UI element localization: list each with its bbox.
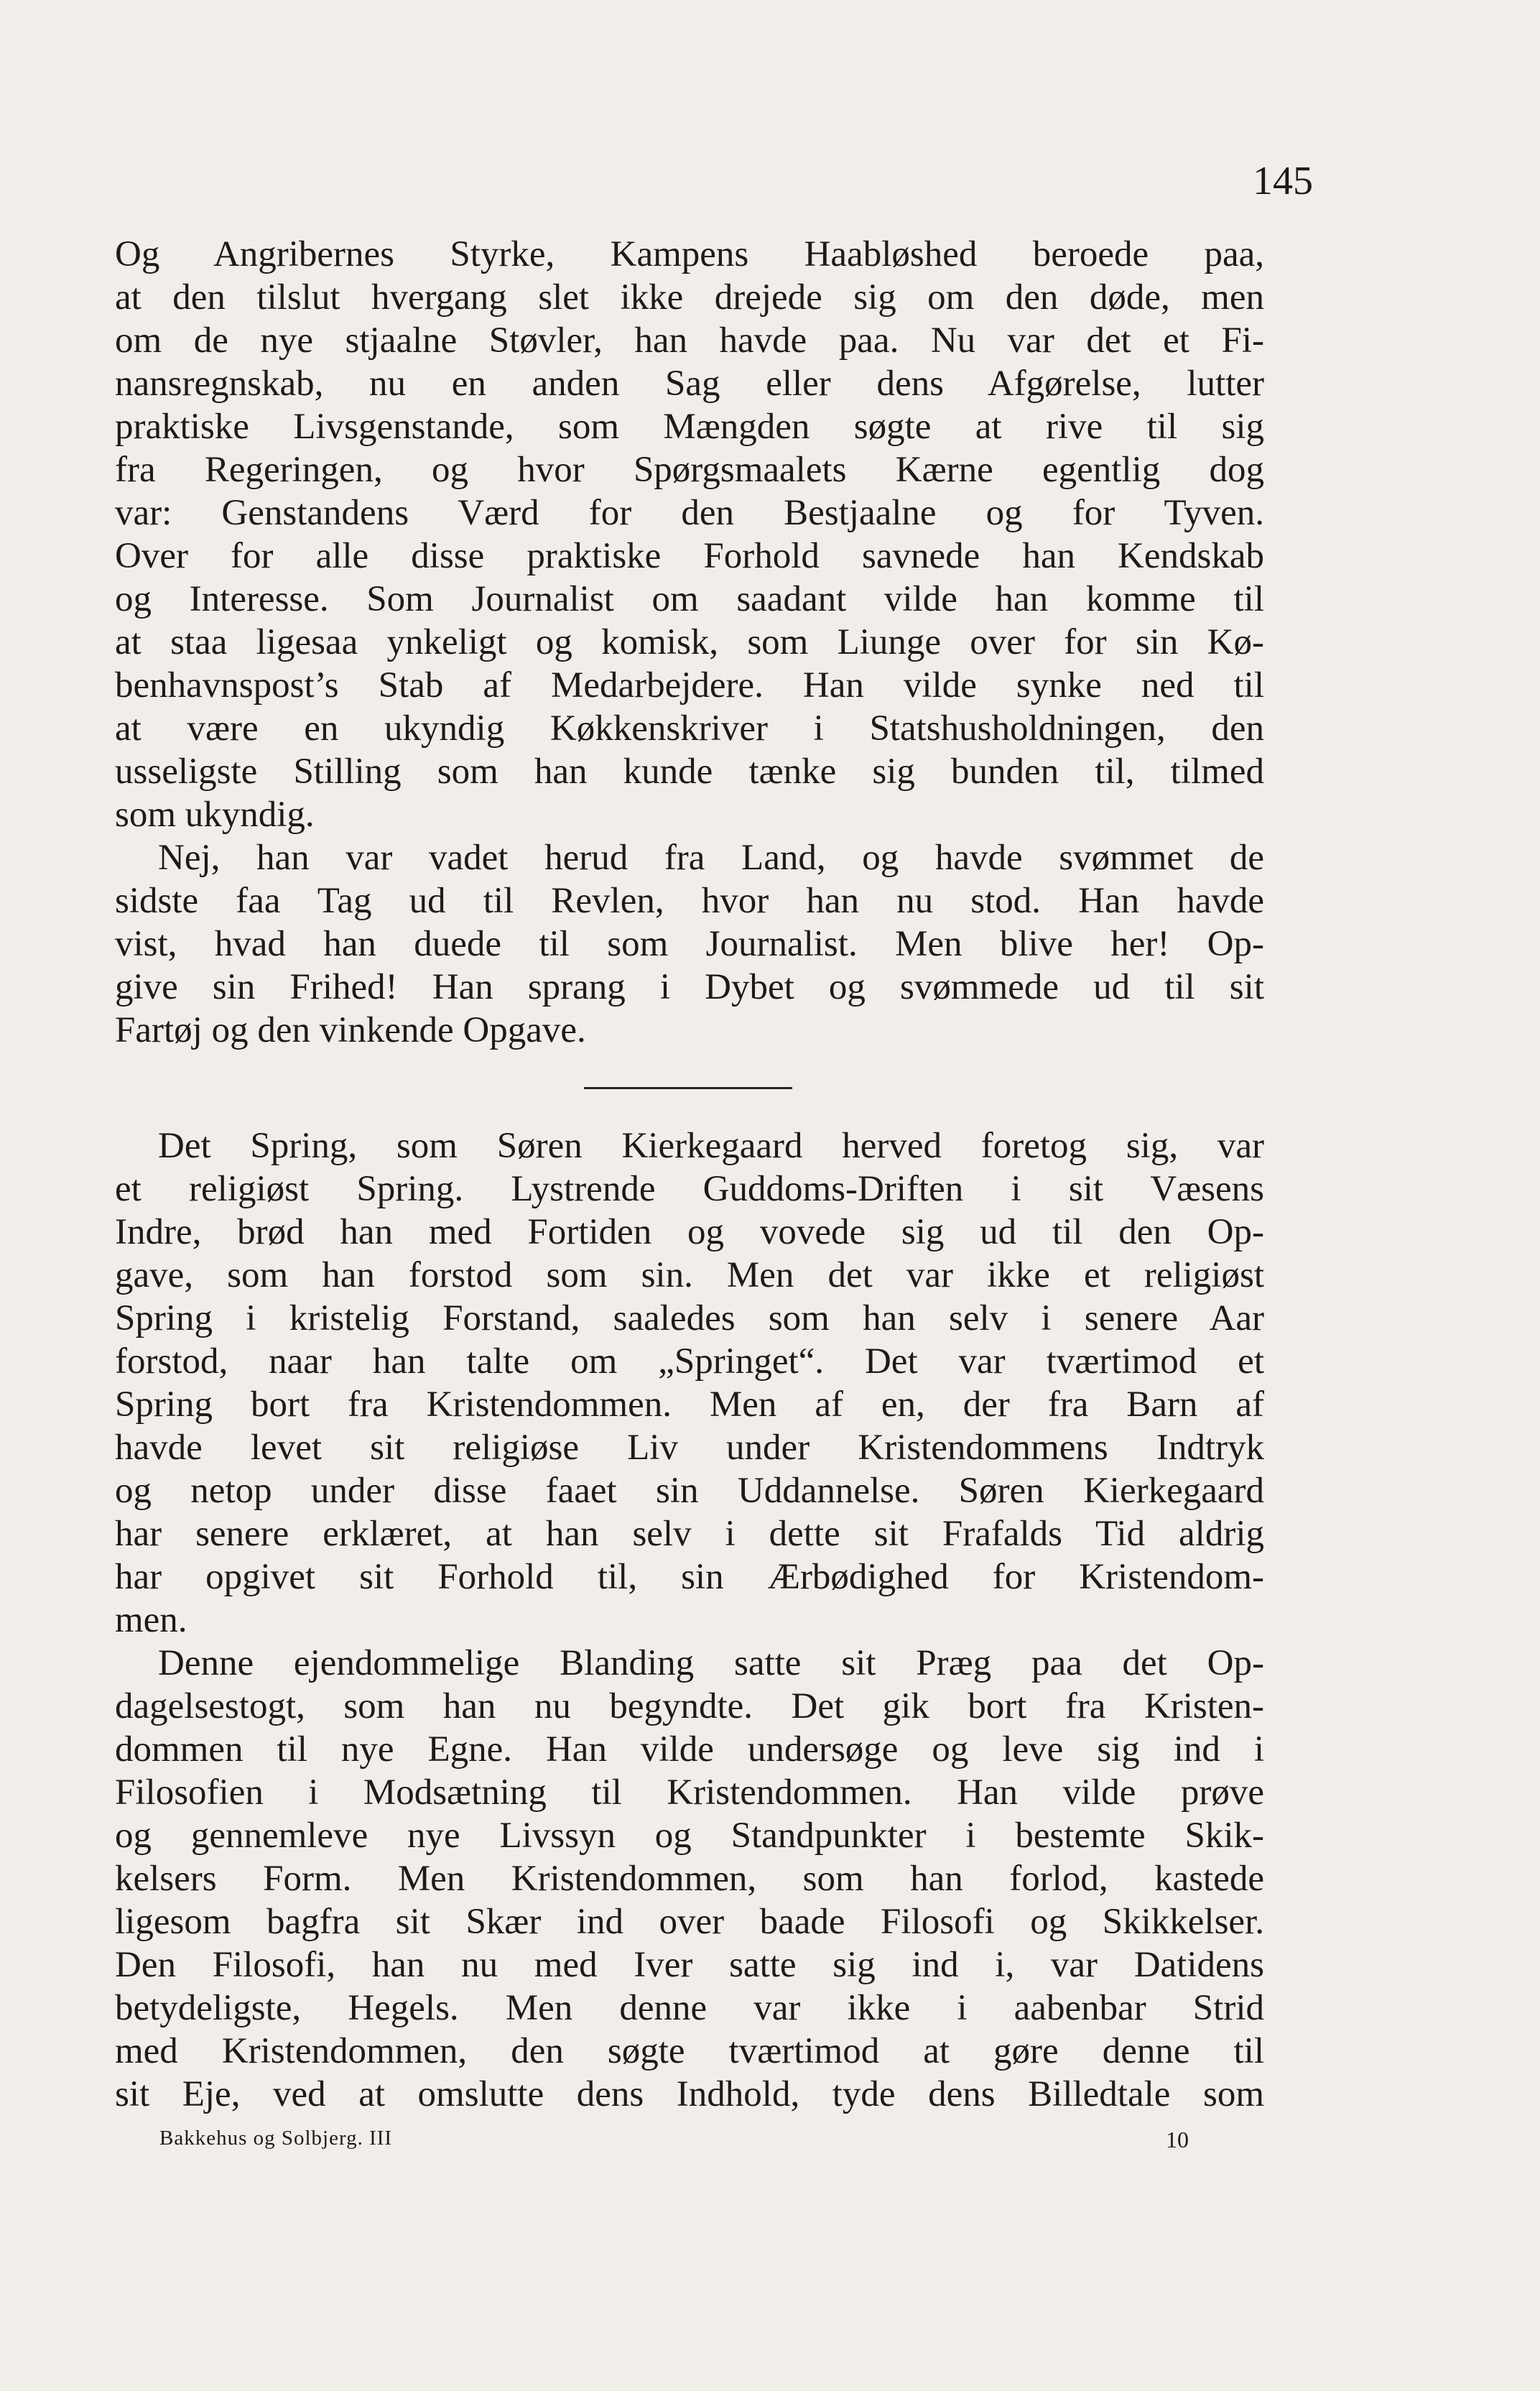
text-line: nansregnskab, nu en anden Sag eller dens Afgørelse, lutter [115, 364, 1264, 404]
text-line: Over for alle disse praktiske Forhold savnede han Kendskab [115, 536, 1264, 576]
section-divider [584, 1087, 792, 1089]
text-line: dagelsestogt, som han nu begyndte. Det gik bort fra Kristen- [115, 1686, 1264, 1726]
text-line: Spring i kristelig Forstand, saaledes som han selv i senere Aar [115, 1298, 1264, 1338]
text-line: usseligste Stilling som han kunde tænke sig bunden til, tilmed [115, 751, 1264, 792]
text-line: og netop under disse faaet sin Uddannelse. Søren Kierkegaard [115, 1471, 1264, 1511]
text-line: dommen til nye Egne. Han vilde undersøge og leve sig ind i [115, 1729, 1264, 1770]
sheet-number: 10 [1166, 2127, 1189, 2152]
text-line: og Interesse. Som Journalist om saadant vilde han komme til [115, 579, 1264, 619]
text-line: Fartøj og den vinkende Opgave. [115, 1010, 586, 1050]
text-line: kelsers Form. Men Kristendommen, som han forlod, kastede [115, 1859, 1264, 1899]
text-line: et religiøst Spring. Lystrende Guddoms-Driften i sit Væsens [115, 1169, 1264, 1209]
text-line: Denne ejendommelige Blanding satte sit Præg paa det Op- [158, 1643, 1264, 1683]
text-line: var: Genstandens Værd for den Bestjaalne og for Tyven. [115, 493, 1264, 533]
text-line: sit Eje, ved at omslutte dens Indhold, tyde dens Billedtale som [115, 2074, 1264, 2114]
text-line: sidste faa Tag ud til Revlen, hvor han nu stod. Han havde [115, 881, 1264, 921]
text-line: og gennemleve nye Livssyn og Standpunkter i bestemte Skik- [115, 1816, 1264, 1856]
signature-mark: Bakkehus og Solbjerg. III [159, 2127, 393, 2150]
text-line: om de nye stjaalne Støvler, han havde paa. Nu var det et Fi- [115, 320, 1264, 361]
text-line: praktiske Livsgenstande, som Mængden søgte at rive til sig [115, 407, 1264, 447]
text-line: ligesom bagfra sit Skær ind over baade Filosofi og Skikkelser. [115, 1902, 1264, 1942]
text-line: Filosofien i Modsætning til Kristendommen. Han vilde prøve [115, 1772, 1264, 1813]
text-line: med Kristendommen, den søgte tværtimod at gøre denne til [115, 2031, 1264, 2071]
text-line: havde levet sit religiøse Liv under Kristendommens Indtryk [115, 1428, 1264, 1468]
text-line: betydeligste, Hegels. Men denne var ikke i aabenbar Strid [115, 1988, 1264, 2028]
text-line: har opgivet sit Forhold til, sin Ærbødighed for Kristendom- [115, 1557, 1264, 1597]
text-line: benhavnspost’s Stab af Medarbejdere. Han vilde synke ned til [115, 665, 1264, 706]
text-line: forstod, naar han talte om „Springet“. Det var tværtimod et [115, 1341, 1264, 1382]
text-line: Indre, brød han med Fortiden og vovede sig ud til den Op- [115, 1212, 1264, 1252]
text-line: som ukyndig. [115, 795, 315, 835]
body-section-two [115, 1124, 1264, 2116]
text-line: give sin Frihed! Han sprang i Dybet og svømmede ud til sit [115, 967, 1264, 1007]
page-number: 145 [1253, 159, 1313, 203]
text-line: fra Regeringen, og hvor Spørgsmaalets Kærne egentlig dog [115, 450, 1264, 490]
text-line: Nej, han var vadet herud fra Land, og havde svømmet de [158, 838, 1264, 878]
text-line: at den tilslut hvergang slet ikke drejede sig om den døde, men [115, 277, 1264, 318]
text-line: gave, som han forstod som sin. Men det var ikke et religiøst [115, 1255, 1264, 1295]
text-line: vist, hvad han duede til som Journalist. Men blive her! Op- [115, 924, 1264, 964]
text-line: men. [115, 1600, 187, 1640]
text-line: Spring bort fra Kristendommen. Men af en, der fra Barn af [115, 1384, 1264, 1425]
text-line: Og Angribernes Styrke, Kampens Haabløshed beroede paa, [115, 234, 1264, 274]
body-section-one [115, 233, 1264, 1052]
text-line: at staa ligesaa ynkeligt og komisk, som Liunge over for sin Kø- [115, 622, 1264, 662]
text-line: Den Filosofi, han nu med Iver satte sig ind i, var Datidens [115, 1945, 1264, 1985]
text-line: har senere erklæret, at han selv i dette sit Frafalds Tid aldrig [115, 1514, 1264, 1554]
text-line: Det Spring, som Søren Kierkegaard herved foretog sig, var [158, 1126, 1264, 1166]
text-line: at være en ukyndig Køkkenskriver i Statshusholdningen, den [115, 708, 1264, 749]
